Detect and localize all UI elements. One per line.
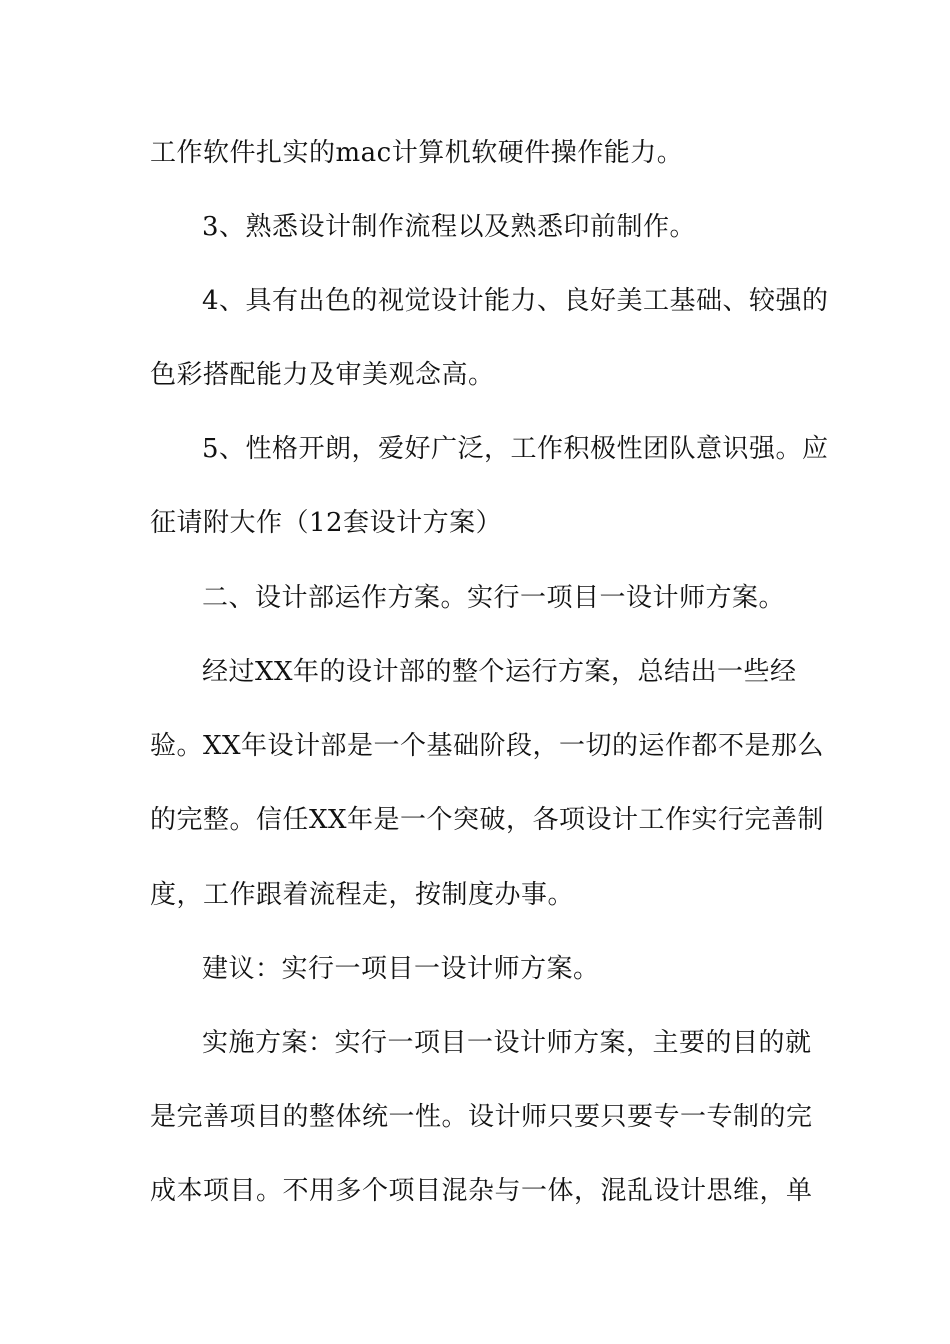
text-line-13: 实施方案：实行一项目一设计师方案，主要的目的就 [202,1028,812,1058]
text-line-10: 的完整。信任XX年是一个突破，各项设计工作实行完善制 [150,805,825,835]
text-line-9: 验。XX年设计部是一个基础阶段，一切的运作都不是那么 [150,731,825,761]
text-line-2: 3、熟悉设计制作流程以及熟悉印前制作。 [202,212,697,242]
text-line-14: 是完善项目的整体统一性。设计师只要只要专一专制的完 [150,1102,813,1132]
text-line-11: 度，工作跟着流程走，按制度办事。 [150,880,575,910]
text-line-15: 成本项目。不用多个项目混杂与一体，混乱设计思维，单 [150,1176,813,1206]
text-line-5: 5、性格开朗，爱好广泛，工作积极性团队意识强。应 [202,434,829,464]
text-line-8: 经过XX年的设计部的整个运行方案，总结出一些经 [202,657,797,687]
text-line-1: 工作软件扎实的mac计算机软硬件操作能力。 [150,138,684,168]
text-line-6: 征请附大作（12套设计方案） [150,508,503,538]
text-line-4: 色彩搭配能力及审美观念高。 [150,360,495,390]
text-line-3: 4、具有出色的视觉设计能力、良好美工基础、较强的 [202,286,829,316]
text-line-12: 建议：实行一项目一设计师方案。 [202,954,600,984]
text-line-7: 二、设计部运作方案。实行一项目一设计师方案。 [202,583,786,613]
